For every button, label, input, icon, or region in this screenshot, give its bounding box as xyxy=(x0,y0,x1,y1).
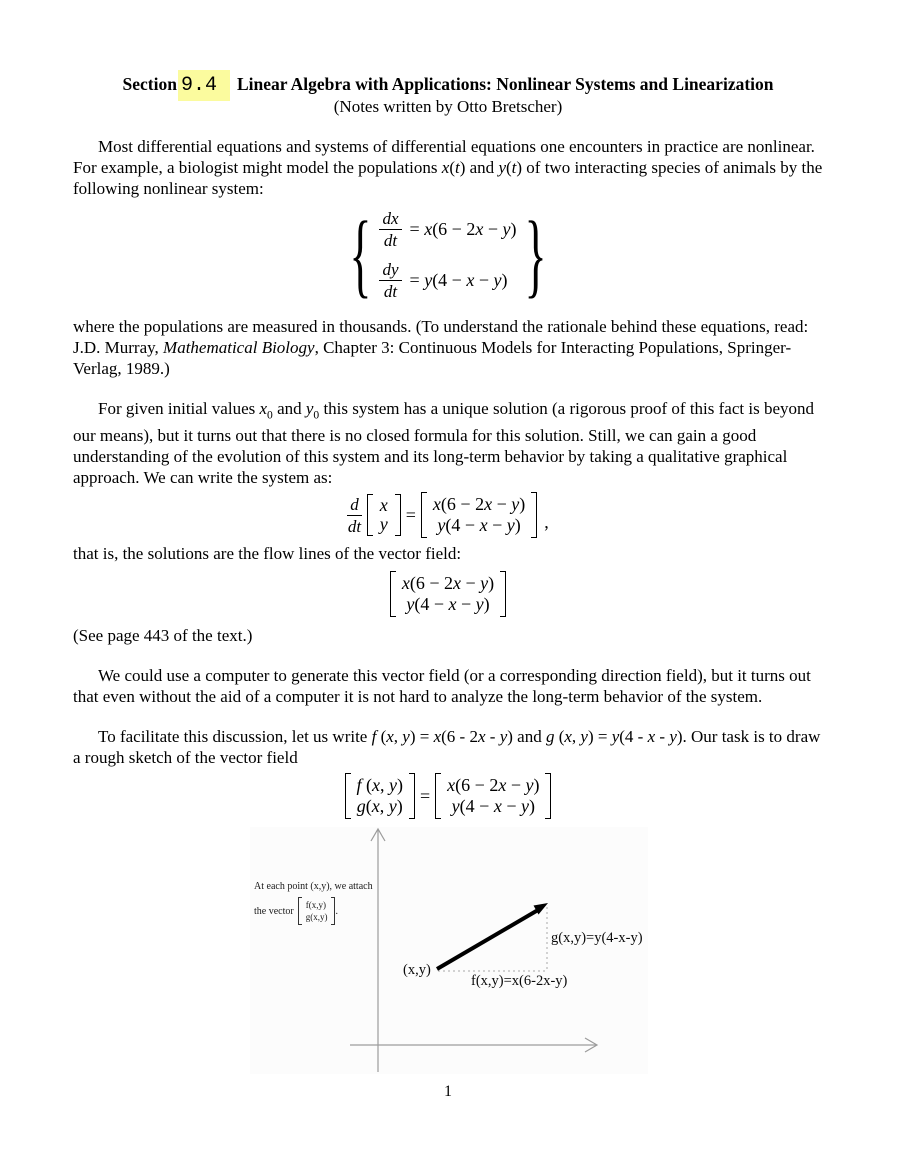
left-bracket xyxy=(345,773,351,819)
caption-suffix: . xyxy=(335,905,338,917)
fraction-d-dt: $\frac{d}{dt}$ xyxy=(347,494,362,536)
system-row-dx xyxy=(379,209,516,250)
paragraph-flow-lines: that is, the solutions are the flow lines of the vector field: xyxy=(73,544,462,564)
figure-caption xyxy=(254,880,373,925)
left-brace: { xyxy=(349,201,372,307)
trailing-comma: , xyxy=(544,512,549,533)
left-bracket xyxy=(421,492,427,538)
system-rhs-1: = x(6 − 2x − y) xyxy=(409,219,517,239)
equation-vector-field xyxy=(73,571,823,617)
vector-field-figure xyxy=(250,827,648,1074)
equation-fg-definition xyxy=(73,773,823,819)
paragraph-computer: We could use a computer to generate this vector field (or a corresponding direction field), but it turns out that even without the aid of a computer it is not hard to analyze the long-term behavior of the system. xyxy=(73,666,811,707)
matrix-vector-field: x(6 − 2x − y) y(4 − x − y) xyxy=(390,571,506,617)
title-text: Linear Algebra with Applications: Nonlinear Systems and Linearization xyxy=(236,74,774,94)
equals-sign: = xyxy=(405,504,416,525)
point-label: (x,y) xyxy=(403,962,431,979)
paragraph-see-page: (See page 443 of the text.) xyxy=(73,626,253,646)
right-bracket xyxy=(500,571,506,617)
page-title xyxy=(73,74,823,96)
paragraph-initial-values: For given initial values $x_0$ and $y_0$ this system has a unique solution (a rigorous proof of this fact is beyond our means), but it turns out that there is no closed formula for this solution. Still, we can gain a good understanding of the evolution of this system and its long-term behavior by taking a qualitative graphical approach. We can write the system as: xyxy=(73,399,815,488)
page-number: 1 xyxy=(444,1083,452,1101)
paragraph-thousands: where the populations are measured in thousands. (To understand the rationale behind these equations, read: J.D. Murray, Mathematical Biology, Chapter 3: Continuous Models for Interacting Populations, Springer-Verlag, 1989.) xyxy=(73,317,809,378)
right-bracket xyxy=(395,494,401,536)
caption-line2 xyxy=(254,897,373,925)
paragraph-intro: Most differential equations and systems of differential equations one encounters in practice are nonlinear. For example, a biologist might model the populations x(t) and y(t) of two interacting species of animals by the following nonlinear system: xyxy=(73,137,823,198)
equation-ode-system xyxy=(73,201,823,307)
matrix-fg-rhs: x(6 − 2x − y) y(4 − x − y) xyxy=(435,773,551,819)
caption-vector-prefix: the vector xyxy=(254,905,294,917)
system-rows xyxy=(379,209,516,301)
left-bracket xyxy=(367,494,373,536)
matrix-fg: f (x, y) g(x, y) xyxy=(345,773,416,819)
caption-line1: At each point (x,y), we attach xyxy=(254,881,373,893)
matrix-rhs: x(6 − 2x − y) y(4 − x − y) xyxy=(421,492,537,538)
section-number-highlight: 9.4 xyxy=(178,70,230,101)
equals-sign: = xyxy=(420,785,431,806)
figure-canvas xyxy=(250,827,648,1074)
left-bracket xyxy=(298,897,302,925)
caption-vector-matrix: f(x,y) g(x,y) xyxy=(298,897,336,925)
fraction-dx-dt: $\frac{dx}{dt}$ xyxy=(379,209,401,250)
f-component-label: f(x,y)=x(6-2x-y) xyxy=(471,973,568,990)
right-brace: } xyxy=(524,201,547,307)
subtitle: (Notes written by Otto Bretscher) xyxy=(333,97,563,116)
system-row-dy xyxy=(379,260,516,301)
left-bracket xyxy=(435,773,441,819)
equation-matrix-form xyxy=(73,492,823,538)
vector-arrow xyxy=(437,910,538,969)
system-rhs-2: = y(4 − x − y) xyxy=(409,270,508,290)
right-bracket xyxy=(409,773,415,819)
fraction-dy-dt: $\frac{dy}{dt}$ xyxy=(379,260,401,301)
left-bracket xyxy=(390,571,396,617)
title-prefix: Section xyxy=(122,74,177,94)
paragraph-facilitate: To facilitate this discussion, let us write f (x, y) = x(6 - 2x - y) and g (x, y) = y(4 - x - y). Our task is to draw a rough sketch of the vector field xyxy=(73,727,821,768)
matrix-xy: x y xyxy=(367,494,401,536)
right-bracket xyxy=(531,492,537,538)
right-bracket xyxy=(545,773,551,819)
g-component-label: g(x,y)=y(4-x-y) xyxy=(551,930,643,947)
